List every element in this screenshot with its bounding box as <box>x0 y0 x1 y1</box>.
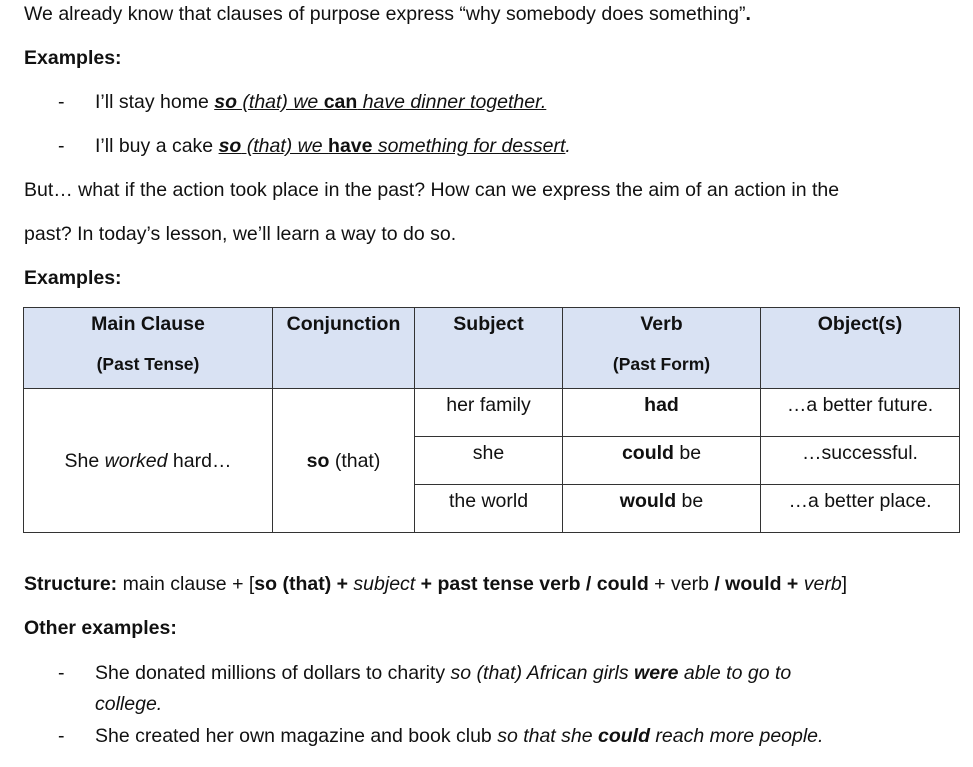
cell-verb: had <box>563 389 761 437</box>
example-sentence-1 <box>95 89 546 115</box>
question-line-2: past? In today’s lesson, we’ll learn a way to do so. <box>24 223 457 245</box>
example-1-that-we: (that) we <box>236 91 324 113</box>
header-verb: Verb (Past Form) <box>563 308 761 389</box>
past-purpose-table <box>23 307 960 533</box>
cell-main-clause: She worked hard… <box>24 389 273 533</box>
header-subject: Subject <box>415 308 563 389</box>
example-2-purpose-clause <box>219 135 566 157</box>
example-2-rest: something for dessert <box>372 135 566 157</box>
cell-verb: could be <box>563 437 761 485</box>
example-2-end: . <box>565 135 571 157</box>
other-examples-heading: Other examples: <box>24 617 177 639</box>
other-example-1-verb: were <box>634 662 679 684</box>
cell-object: …a better place. <box>761 485 960 533</box>
bullet-dash: - <box>58 91 65 113</box>
cell-subject: she <box>415 437 563 485</box>
header-main-clause: Main Clause (Past Tense) <box>24 308 273 389</box>
structure-line: Structure: main clause + [so (that) + subject + past tense verb / could + verb / would + verb] <box>24 573 848 595</box>
table-row <box>24 389 960 437</box>
example-1-rest: have dinner together. <box>357 91 547 113</box>
example-2-so: so <box>218 135 242 157</box>
header-conjunction: Conjunction <box>273 308 415 389</box>
bullet-dash: - <box>58 725 65 747</box>
header-objects: Object(s) <box>761 308 960 389</box>
other-example-2: She created her own magazine and book club so that she could reach more people. <box>95 725 824 747</box>
other-example-1: She donated millions of dollars to charity so (that) African girls were able to go to <box>95 662 792 684</box>
main-clause-verb: worked <box>104 449 168 472</box>
intro-paragraph <box>24 1 751 27</box>
cell-object: …successful. <box>761 437 960 485</box>
cell-verb: would be <box>563 485 761 533</box>
example-2-main: I’ll buy a cake <box>95 135 219 157</box>
cell-subject: her family <box>415 389 563 437</box>
example-2-verb: have <box>328 135 373 157</box>
cell-subject: the world <box>415 485 563 533</box>
example-1-purpose-clause <box>214 91 546 113</box>
other-example-2-verb: could <box>598 725 651 747</box>
cell-conjunction: so (that) <box>273 389 415 533</box>
example-1-main: I’ll stay home <box>95 91 215 113</box>
intro-period: . <box>745 3 751 25</box>
example-1-so: so <box>214 91 237 113</box>
example-2-that-we: (that) we <box>241 135 329 157</box>
table-header-row <box>24 308 960 389</box>
question-line-1: But… what if the action took place in the past? How can we express the aim of an action in the <box>24 179 840 201</box>
conjunction-so: so <box>306 449 330 472</box>
bullet-dash: - <box>58 135 65 157</box>
examples-heading-1: Examples: <box>24 47 122 69</box>
intro-text: We already know that clauses of purpose express “why somebody does something” <box>24 3 746 25</box>
cell-object: …a better future. <box>761 389 960 437</box>
structure-label: Structure: <box>24 573 118 595</box>
bullet-dash: - <box>58 662 65 684</box>
other-example-1-line-2: college. <box>95 693 163 715</box>
examples-heading-2: Examples: <box>24 267 122 289</box>
example-sentence-2 <box>95 133 571 159</box>
example-1-modal: can <box>323 91 358 113</box>
